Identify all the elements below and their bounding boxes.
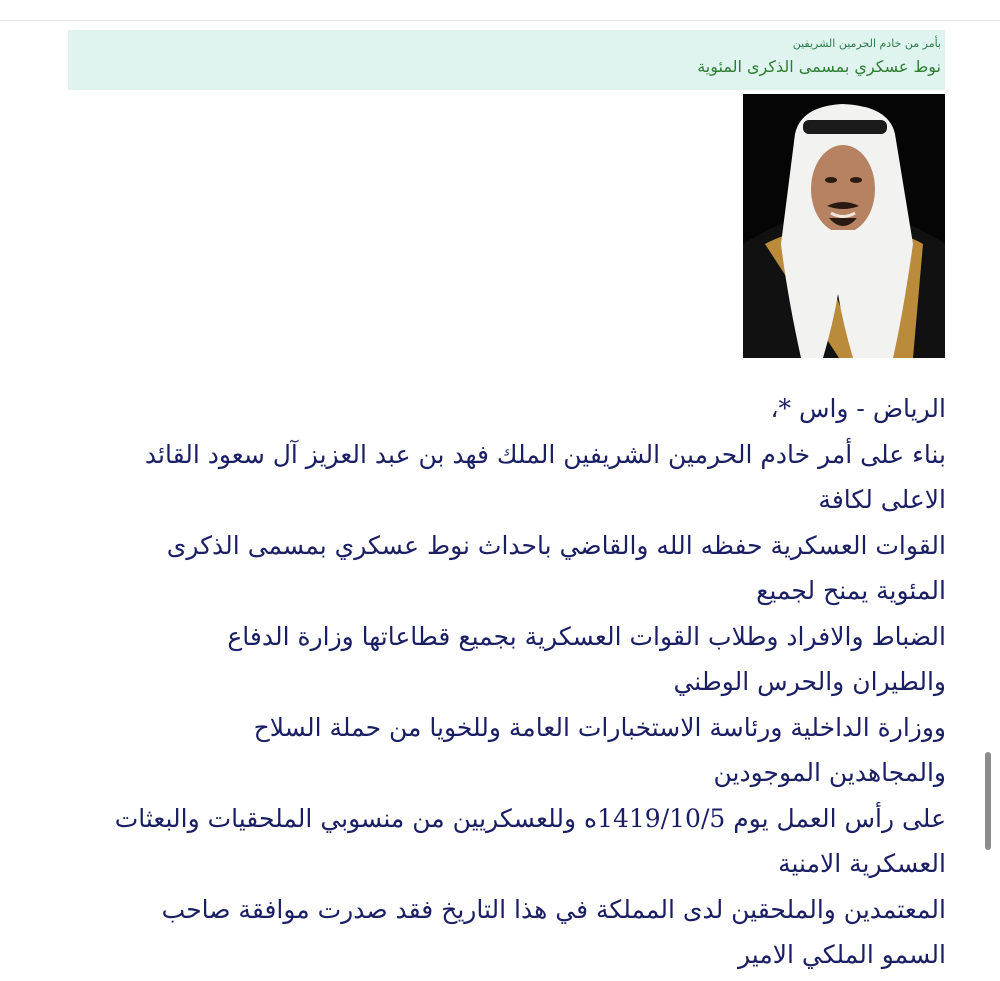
article-line: السمو الملكي الامير [738, 940, 946, 969]
article-headline[interactable]: نوط عسكري بمسمى الذكرى المئوية [697, 57, 941, 76]
article-line: العسكرية الامنية [778, 849, 946, 878]
article-line: والمجاهدين الموجودين [713, 758, 946, 787]
article-line: والطيران والحرس الوطني [673, 667, 946, 696]
article-line: الاعلى لكافة [818, 485, 946, 514]
article-kicker: بأمر من خادم الحرمين الشريفين [792, 37, 941, 50]
article-line: الضباط والافراد وطلاب القوات العسكرية بجميع قطاعاتها وزارة الدفاع [227, 621, 946, 651]
article-line: القوات العسكرية حفظه الله والقاضي باحداث نوط عسكري بمسمى الذكرى [166, 530, 946, 560]
article-line: الرياض - واس *، [770, 394, 946, 423]
article-body [60, 386, 946, 976]
vertical-scrollbar[interactable] [985, 752, 991, 850]
article-line: المئوية يمنح لجميع [756, 576, 946, 605]
article-line: على رأس العمل يوم 1419/10/5ه وللعسكريين من منسوبي الملحقيات والبعثات [114, 803, 946, 833]
article-line: المعتمدين والملحقين لدى المملكة في هذا التاريخ فقد صدرت موافقة صاحب [161, 894, 946, 924]
portrait-illustration [743, 94, 945, 358]
article-line: ووزارة الداخلية ورئاسة الاستخبارات العامة وللخويا من حملة السلاح [253, 712, 946, 742]
portrait-photo [743, 94, 945, 358]
article-line: بناء على أمر خادم الحرمين الشريفين الملك فهد بن عبد العزيز آل سعود القائد [144, 439, 946, 469]
article-header [68, 30, 945, 90]
top-divider [0, 20, 1000, 21]
